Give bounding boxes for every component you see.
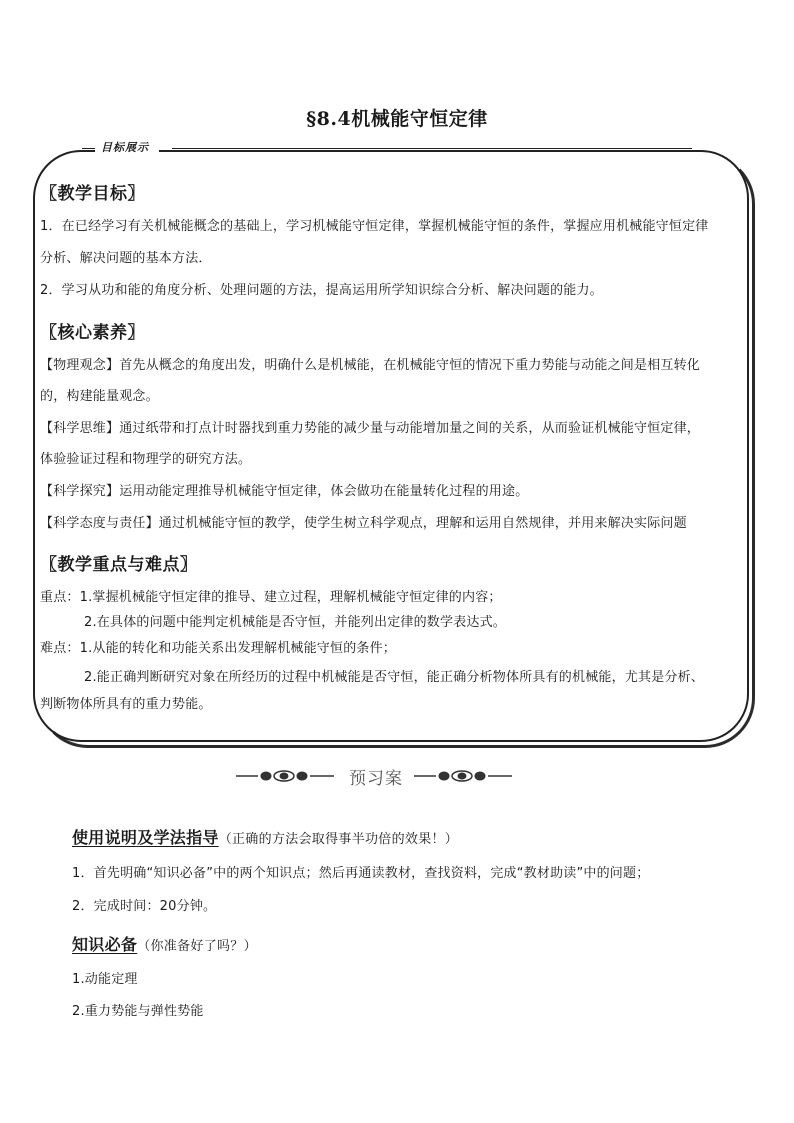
keypoints-heading: 〖教学重点与难点〗: [40, 555, 198, 575]
key-point-2: 2.在具体的问题中能判定机械能是否守恒，并能列出定律的数学表达式。: [84, 615, 507, 630]
knowledge-item-1: 1.动能定理: [72, 972, 138, 987]
literacy-physics-a: 【物理观念】首先从概念的角度出发，明确什么是机械能，在机械能守恒的情况下重力势能与动能之间是相互转化: [40, 358, 701, 373]
objective-1a: 1．在已经学习有关机械能概念的基础上，学习机械能守恒定律，掌握机械能守恒的条件，掌握应用机械能守恒定律: [40, 219, 709, 234]
objectives-heading: 〖教学目标〗: [40, 184, 145, 204]
usage-item-1: 1．首先明确“知识必备”中的两个知识点；然后再通读教材，查找资料，完成“教材助读”中的问题；: [72, 866, 650, 881]
usage-heading: [72, 825, 458, 848]
page-title: §8.4机械能守恒定律: [306, 108, 488, 130]
hard-point-1: 难点：1.从能的转化和功能关系出发理解机械能守恒的条件；: [40, 641, 397, 656]
usage-item-2: 2．完成时间：20分钟。: [72, 899, 217, 914]
tab-line-right: [172, 148, 692, 149]
literacy-thinking-b: 体验验证过程和物理学的研究方法。: [40, 452, 252, 467]
objective-1b: 分析、解决问题的基本方法．: [40, 251, 212, 266]
knowledge-heading-sub: （你准备好了吗？）: [137, 939, 257, 954]
objective-2: 2．学习从功和能的角度分析、处理问题的方法，提高运用所学知识综合分析、解决问题的能力。: [40, 283, 603, 298]
literacy-inquiry: 【科学探究】运用动能定理推导机械能守恒定律，体会做功在能量转化过程的用途。: [40, 484, 529, 499]
hard-point-2b: 判断物体所具有的重力势能。: [40, 697, 212, 712]
literacy-heading: 〖核心素养〗: [40, 323, 145, 343]
preview-section-label: 预习案: [349, 769, 403, 789]
literacy-thinking-a: 【科学思维】通过纸带和打点计时器找到重力势能的减少量与动能增加量之间的关系，从而验证机械能守恒定律，: [40, 421, 701, 436]
literacy-attitude: 【科学态度与责任】通过机械能守恒的教学，使学生树立科学观点，理解和运用自然规律，并用来解决实际问题: [40, 516, 687, 531]
usage-heading-main: 使用说明及学法指导: [72, 828, 219, 847]
knowledge-item-2: 2.重力势能与弹性势能: [72, 1004, 204, 1019]
knowledge-heading: [72, 932, 257, 955]
knowledge-heading-main: 知识必备: [72, 935, 138, 954]
key-point-1: 重点：1.掌握机械能守恒定律的推导、建立过程，理解机械能守恒定律的内容；: [40, 590, 502, 605]
tab-label: 目标展示: [95, 140, 159, 156]
literacy-physics-b: 的，构建能量观念。: [40, 389, 159, 404]
hard-point-2a: 2.能正确判断研究对象在所经历的过程中机械能是否守恒，能正确分析物体所具有的机械能，尤其是分析、: [84, 670, 705, 685]
usage-heading-sub: （正确的方法会取得事半功倍的效果！）: [218, 832, 459, 847]
tab-line-left: [82, 148, 96, 149]
